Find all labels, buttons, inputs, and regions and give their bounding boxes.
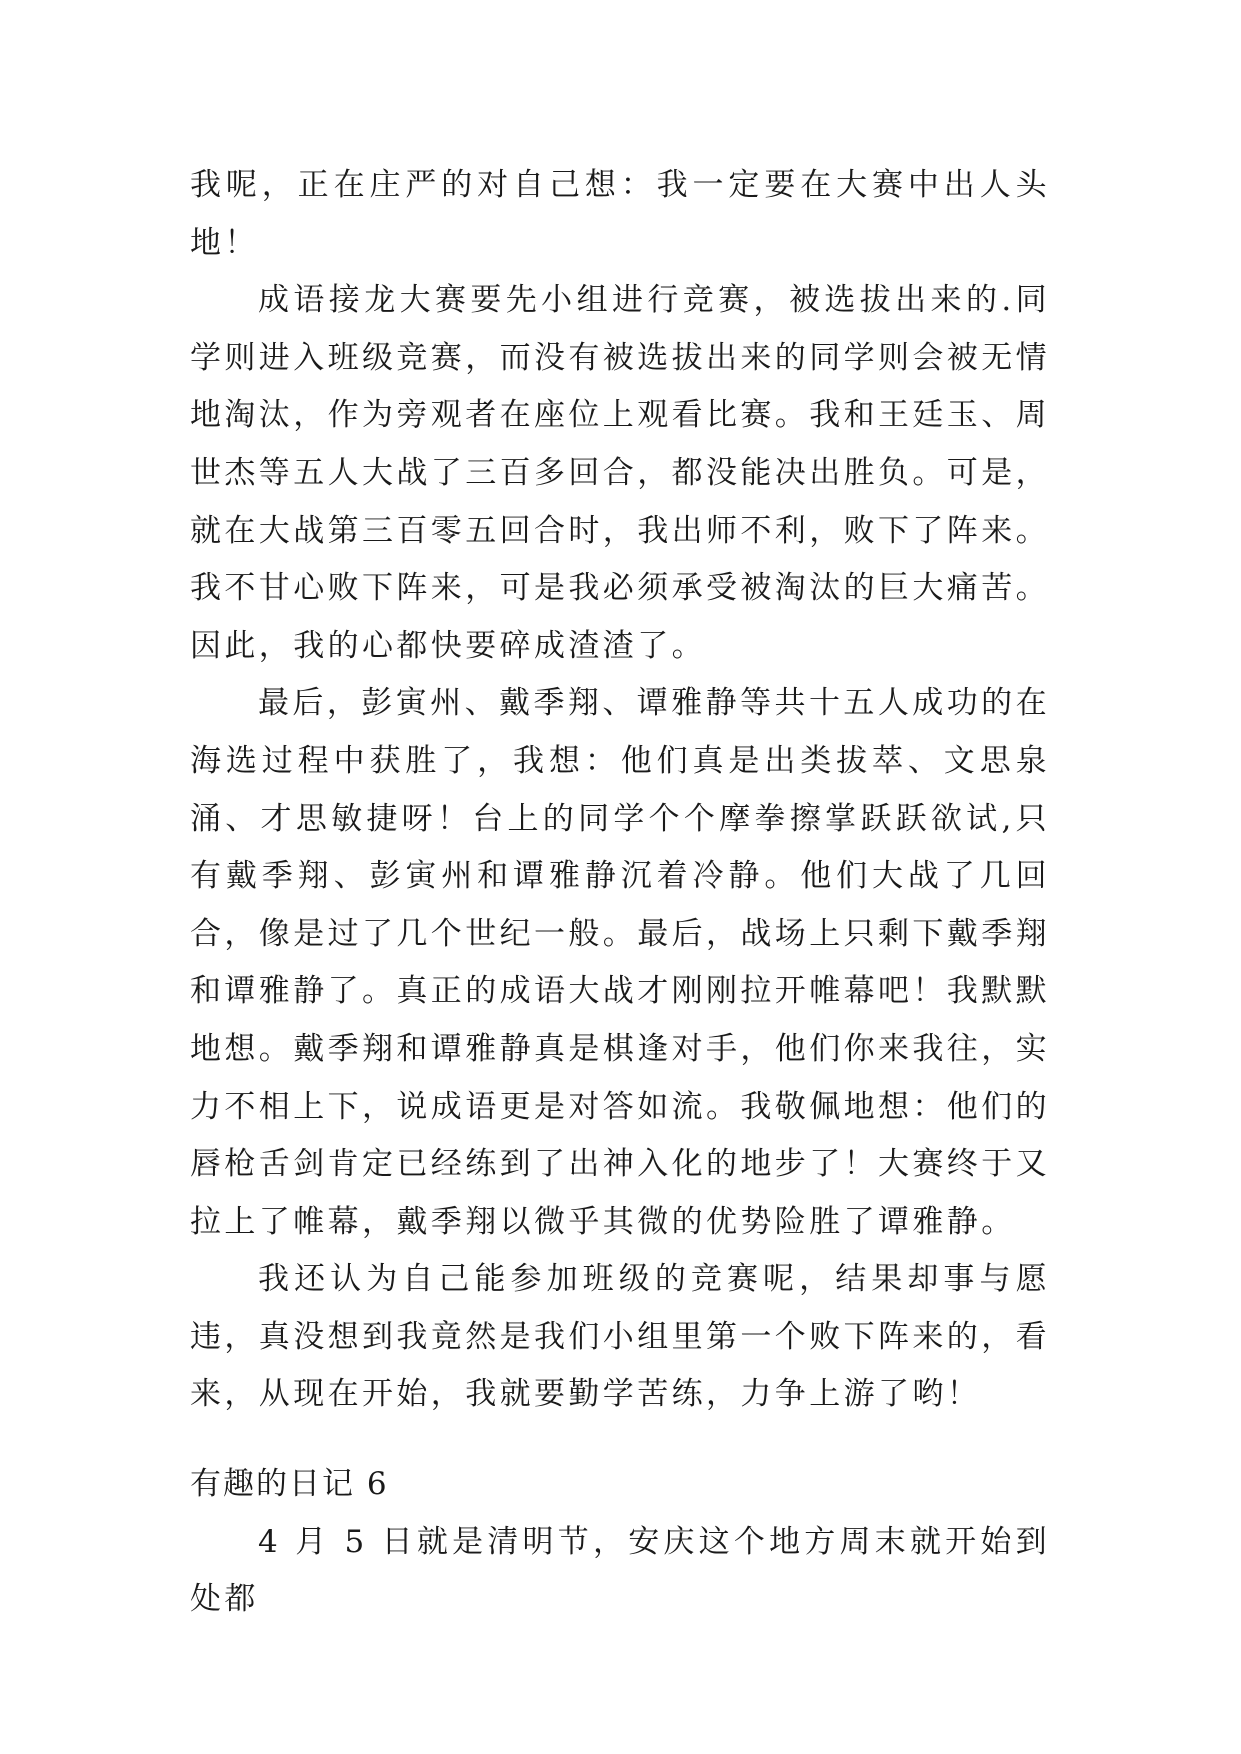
next-paragraph: 4 月 5 日就是清明节，安庆这个地方周末就开始到处都 [190, 1523, 1050, 1618]
document-body [190, 157, 1050, 1629]
paragraph-4: 我还认为自己能参加班级的竞赛呢，结果却事与愿违，真没想到我竟然是我们小组里第一个败下阵来的，看来，从现在开始，我就要勤学苦练，力争上游了哟！ [190, 1261, 1050, 1413]
paragraph-2: 成语接龙大赛要先小组进行竞赛，被选拔出来的.同学则进入班级竞赛，而没有被选拔出来的同学则会被无情地淘汰，作为旁观者在座位上观看比赛。我和王廷玉、周世杰等五人大战了三百多回合，都没能决出胜负。可是，就在大战第三百零五回合时，我出师不利，败下了阵来。我不甘心败下阵来，可是我必须承受被淘汰的巨大痛苦。因此，我的心都快要碎成渣渣了。 [190, 282, 1050, 664]
paragraph-1: 我呢，正在庄严的对自己想：我一定要在大赛中出人头地！ [190, 167, 1050, 261]
section-heading: 有趣的日记 6 [190, 1466, 389, 1503]
paragraph-3: 最后，彭寅州、戴季翔、谭雅静等共十五人成功的在海选过程中获胜了，我想：他们真是出类拔萃、文思泉涌、才思敏捷呀！台上的同学个个摩拳擦掌跃跃欲试,只有戴季翔、彭寅州和谭雅静沉着冷静。他们大战了几回合，像是过了几个世纪一般。最后，战场上只剩下戴季翔和谭雅静了。真正的成语大战才刚刚拉开帷幕吧！我默默地想。戴季翔和谭雅静真是棋逢对手，他们你来我往，实力不相上下，说成语更是对答如流。我敬佩地想：他们的唇枪舌剑肯定已经练到了出神入化的地步了！大赛终于又拉上了帷幕，戴季翔以微乎其微的优势险胜了谭雅静。 [190, 685, 1050, 1240]
